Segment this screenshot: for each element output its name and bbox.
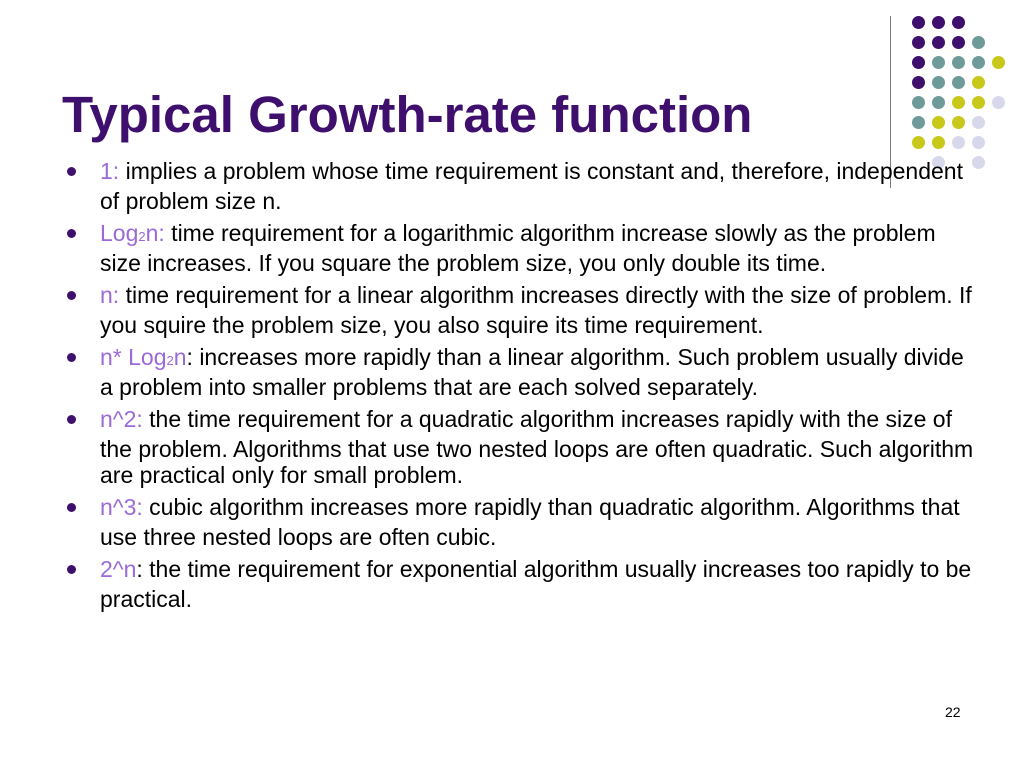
dot	[952, 56, 965, 69]
page-number: 22	[945, 704, 961, 720]
term-label: n:	[100, 282, 120, 308]
bullet-icon	[67, 565, 76, 574]
bullet-text: cubic algorithm increases more rapidly than quadratic algorithm. Algorithms that use three nested loops are often cubic.	[100, 494, 960, 550]
bullet-text: : the time requirement for exponential algorithm usually increases too rapidly to be practical.	[100, 556, 972, 612]
list-item	[64, 158, 974, 214]
list-item	[64, 494, 974, 550]
term-label: Log2n:	[100, 220, 165, 246]
bullet-text: implies a problem whose time requirement is constant and, therefore, independent of problem size n.	[100, 158, 963, 214]
bullet-text: the time requirement for a quadratic algorithm increases rapidly with the size of the problem. Algorithms that use two nested loops are often quadratic. Such algorithm are practical only for small problem.	[100, 406, 974, 488]
bullet-icon	[67, 503, 76, 512]
list-item	[64, 220, 974, 276]
bullet-text: : increases more rapidly than a linear algorithm. Such problem usually divide a problem into smaller problems that are each solved separately.	[100, 344, 964, 400]
slide-title: Typical Growth-rate function	[62, 86, 753, 143]
dot	[932, 96, 945, 109]
dot	[972, 116, 985, 129]
dot	[972, 56, 985, 69]
dot	[952, 76, 965, 89]
term-label: 2^n	[100, 556, 137, 582]
dot	[932, 76, 945, 89]
decorative-dot-grid	[900, 12, 1010, 172]
dot	[912, 76, 925, 89]
list-item	[64, 556, 974, 612]
dot	[932, 36, 945, 49]
bullet-list	[64, 158, 974, 618]
bullet-icon	[67, 229, 76, 238]
bullet-text: time requirement for a linear algorithm increases directly with the size of problem. If you squire the problem size, you also squire its time requirement.	[100, 282, 972, 338]
dot	[952, 96, 965, 109]
bullet-icon	[67, 415, 76, 424]
list-item	[64, 406, 974, 488]
dot	[972, 136, 985, 149]
dot	[992, 96, 1005, 109]
dot	[932, 16, 945, 29]
dot	[912, 136, 925, 149]
dot	[972, 96, 985, 109]
list-item	[64, 344, 974, 400]
dot	[952, 136, 965, 149]
bullet-text: time requirement for a logarithmic algorithm increase slowly as the problem size increases. If you square the problem size, you only double its time.	[100, 220, 936, 276]
dot	[912, 96, 925, 109]
dot	[912, 36, 925, 49]
dot	[932, 116, 945, 129]
term-label: n* Log2n	[100, 344, 187, 370]
dot	[992, 56, 1005, 69]
dot	[952, 36, 965, 49]
dot	[932, 136, 945, 149]
bullet-icon	[67, 291, 76, 300]
dot	[972, 36, 985, 49]
list-item	[64, 282, 974, 338]
term-label: 1:	[100, 158, 120, 184]
bullet-icon	[67, 353, 76, 362]
dot	[972, 76, 985, 89]
bullet-icon	[67, 167, 76, 176]
dot	[932, 56, 945, 69]
dot	[912, 16, 925, 29]
dot	[952, 116, 965, 129]
term-label: n^3:	[100, 494, 143, 520]
dot	[912, 116, 925, 129]
dot	[912, 56, 925, 69]
term-label: n^2:	[100, 406, 143, 432]
dot	[952, 16, 965, 29]
